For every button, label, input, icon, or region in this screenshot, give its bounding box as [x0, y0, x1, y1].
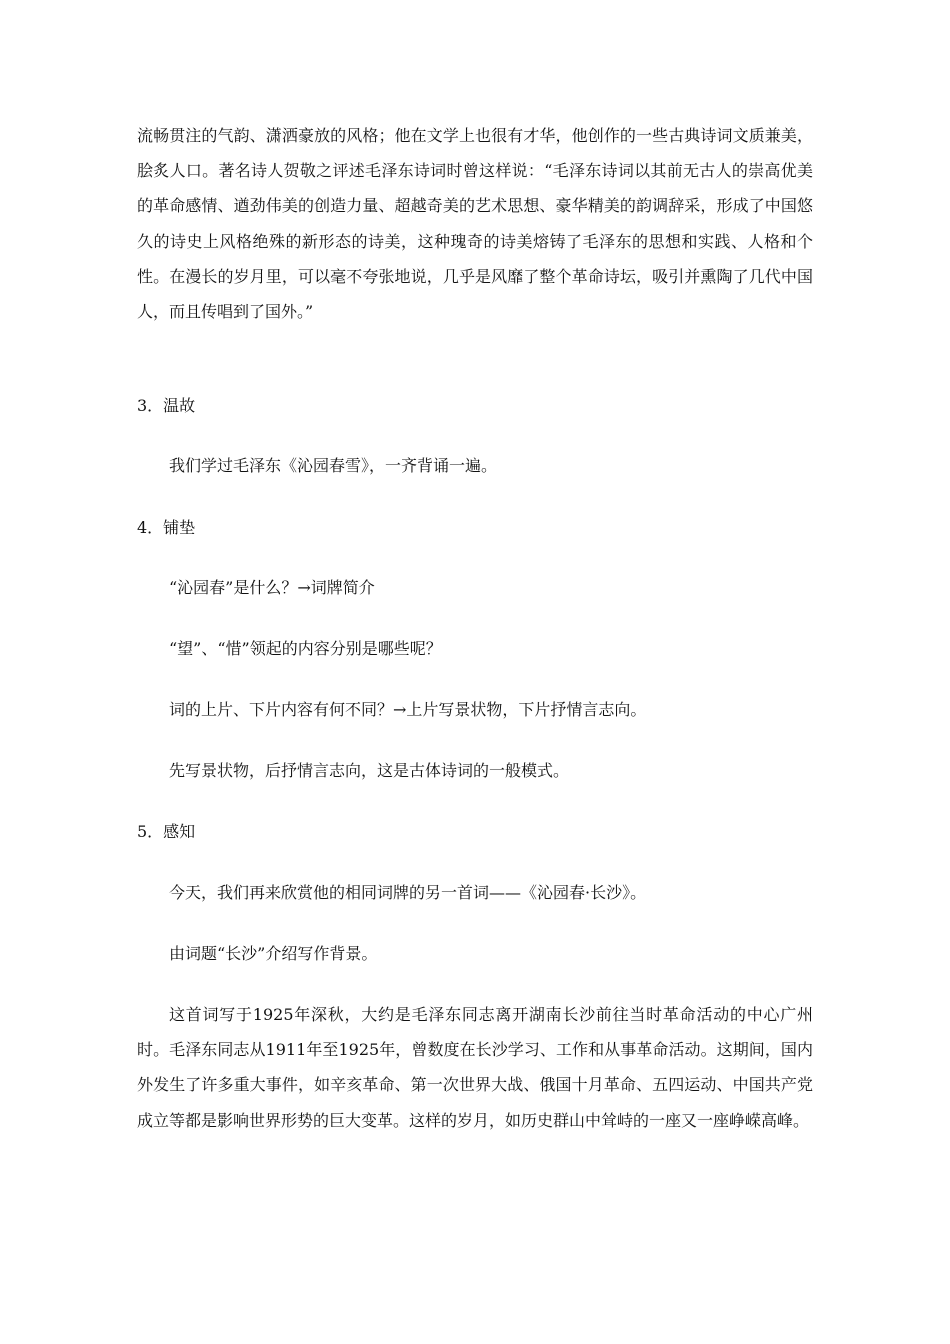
paragraph-cipai-question: “沁园春”是什么？→词牌简介	[169, 578, 375, 597]
paragraph-recite: 我们学过毛泽东《沁园春雪》，一齐背诵一遍。	[169, 456, 498, 475]
paragraph-upper-lower-parts: 词的上片、下片内容有何不同？→上片写景状物，下片抒情言志向。	[169, 700, 647, 719]
paragraph-wang-xi-question: “望”、“惜”领起的内容分别是哪些呢？	[169, 639, 442, 658]
paragraph-writing-background: 这首词写于1925年深秋，大约是毛泽东同志离开湖南长沙前往当时革命活动的中心广州时。毛泽东同志从1911年至1925年，曾数度在长沙学习、工作和从事革命活动。这期间，国内外发生了许多重大事件，如辛亥革命、第一次世界大战、俄国十月革命、五四运动、中国共产党成立等都是影响世界形势的巨大变革。这样的岁月，如历史群山中耸峙的一座又一座峥嵘高峰。	[137, 1005, 813, 1130]
section-heading-perception: 5．感知	[137, 822, 196, 841]
section-heading-groundwork: 4．铺垫	[137, 518, 196, 537]
section-heading-review: 3．温故	[137, 396, 196, 415]
paragraph-title-background: 由词题“长沙”介绍写作背景。	[169, 944, 378, 963]
paragraph-introduce-poem: 今天，我们再来欣赏他的相同词牌的另一首词——《沁园春·长沙》。	[169, 883, 647, 902]
paragraph-general-pattern: 先写景状物，后抒情言志向，这是古体诗词的一般模式。	[169, 761, 570, 780]
paragraph-poetry-review: 流畅贯注的气韵、潇洒豪放的风格；他在文学上也很有才华，他创作的一些古典诗词文质兼美，脍炙人口。著名诗人贺敬之评述毛泽东诗词时曾这样说：“毛泽东诗词以其前无古人的崇高优美的革命感情、遒劲伟美的创造力量、超越奇美的艺术思想、豪华精美的韵调辞采，形成了中国悠久的诗史上风格绝殊的新形态的诗美，这种瑰奇的诗美熔铸了毛泽东的思想和实践、人格和个性。在漫长的岁月里，可以毫不夸张地说，几乎是风靡了整个革命诗坛，吸引并熏陶了几代中国人，而且传唱到了国外。”	[137, 126, 813, 322]
